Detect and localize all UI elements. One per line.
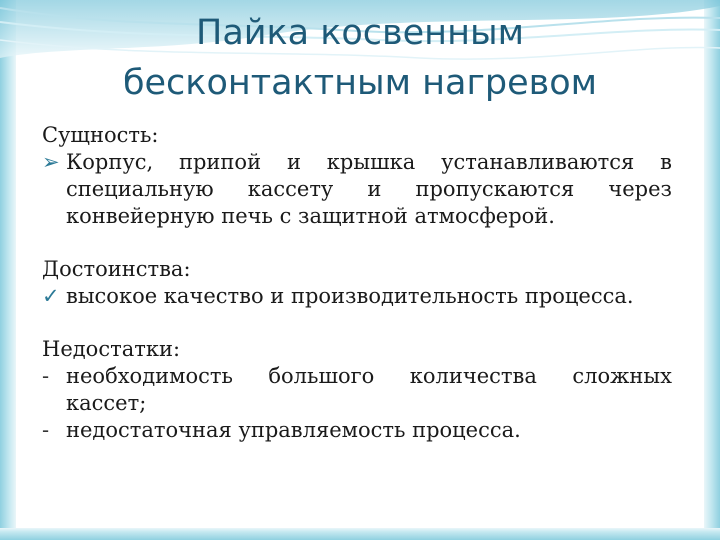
title-line-2: бесконтактным нагревом (122, 63, 598, 103)
essence-item (42, 149, 672, 230)
spacer (42, 310, 672, 336)
disadvantages-item (42, 363, 672, 417)
frame-bottom-border (0, 528, 720, 540)
advantages-item (42, 283, 672, 310)
dash-bullet-icon: - (42, 364, 50, 388)
arrow-bullet-icon: ➢ (42, 150, 60, 174)
advantages-item-text: высокое качество и производительность процесса. (66, 284, 634, 308)
disadvantages-label: Недостатки: (42, 337, 181, 361)
essence-label: Сущность: (42, 123, 159, 147)
spacer (42, 230, 672, 256)
essence-item-text: Корпус, припой и крышка устанавливаются в специальную кассету и пропускаются через конвейерную печь с защитной атмосферой. (66, 150, 672, 228)
disadvantages-item (42, 417, 672, 444)
check-bullet-icon: ✓ (42, 284, 60, 308)
advantages-label: Достоинства: (42, 257, 191, 281)
dash-bullet-icon: - (42, 418, 50, 442)
disadvantages-item-text: недостаточная управляемость процесса. (66, 418, 521, 442)
slide-content (42, 122, 672, 444)
disadvantages-item-text: необходимость большого количества сложных кассет; (66, 364, 672, 415)
title-line-1: Пайка косвенным (196, 13, 524, 53)
slide-title (40, 8, 680, 108)
